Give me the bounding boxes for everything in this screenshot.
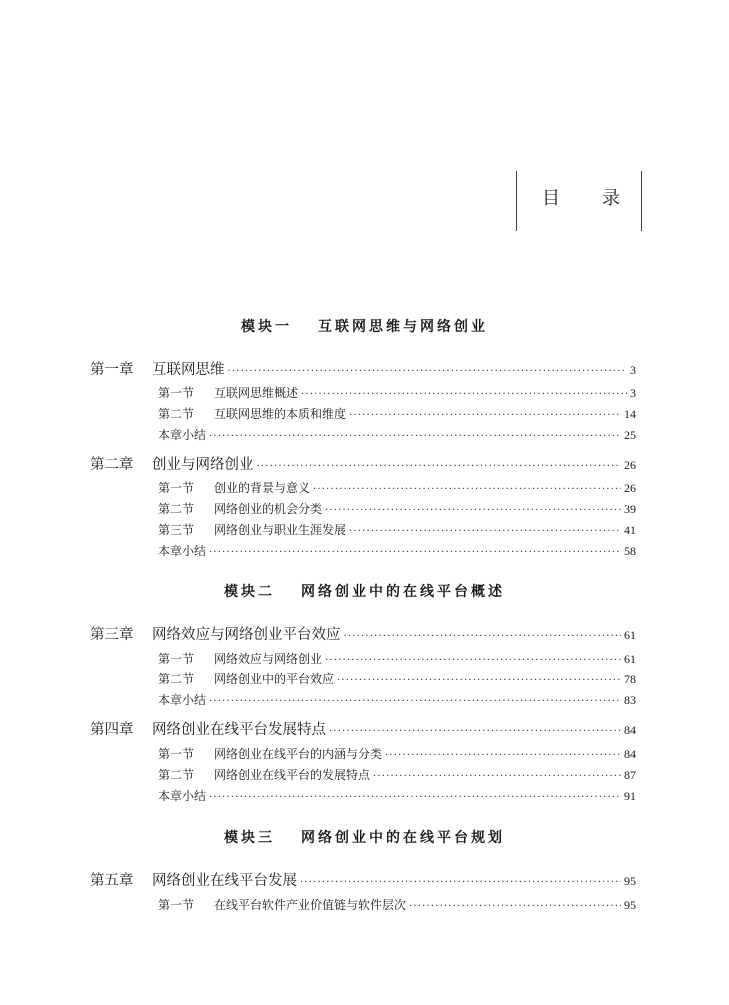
page-number: 58 <box>624 544 636 558</box>
toc-chapter-row[interactable] <box>90 453 636 474</box>
section-title: 在线平台软件产业价值链与软件层次 <box>214 898 407 912</box>
toc-summary-row[interactable] <box>158 787 636 804</box>
chapter-number: 第二章 <box>90 457 134 473</box>
dot-leader <box>228 366 628 377</box>
chapter-title: 网络创业在线平台发展特点 <box>152 722 326 738</box>
dot-leader <box>337 675 621 686</box>
chapter-title: 网络效应与网络创业平台效应 <box>152 627 341 643</box>
chapter-number: 第四章 <box>90 722 134 738</box>
section-title: 本章小结 <box>158 789 207 803</box>
module-heading <box>0 316 729 336</box>
page-number: 3 <box>630 363 636 377</box>
chapter-number: 第三章 <box>90 627 134 643</box>
dot-leader <box>373 771 621 782</box>
toc-section-row[interactable] <box>158 384 636 401</box>
chapter-title: 网络创业在线平台发展 <box>152 873 297 889</box>
toc-section-row[interactable] <box>158 745 636 762</box>
section-title: 创业的背景与意义 <box>214 481 311 495</box>
page-number: 95 <box>624 874 636 888</box>
dot-leader <box>209 792 621 803</box>
section-number: 第一节 <box>158 898 195 912</box>
toc-section-row[interactable] <box>158 766 636 783</box>
section-number: 第二节 <box>158 502 195 516</box>
module-heading <box>0 581 729 601</box>
dot-leader <box>349 526 621 537</box>
page-number: 83 <box>624 693 636 707</box>
toc-chapter-row[interactable] <box>90 869 636 890</box>
page-number: 84 <box>624 723 636 737</box>
toc-summary-row[interactable] <box>158 542 636 559</box>
page-number: 78 <box>624 672 636 686</box>
dot-leader <box>257 461 622 472</box>
toc-section-row[interactable] <box>158 479 636 496</box>
page-number: 26 <box>624 458 636 472</box>
section-number: 第二节 <box>158 768 195 782</box>
page-number: 14 <box>624 407 636 421</box>
dot-leader <box>409 901 621 912</box>
module-name: 网络创业中的在线平台规划 <box>301 830 505 846</box>
section-number: 第一节 <box>158 747 195 761</box>
page-number: 84 <box>624 747 636 761</box>
toc-heading-right: 录 <box>602 188 621 209</box>
toc-section-row[interactable] <box>158 405 636 422</box>
toc-section-row[interactable] <box>158 521 636 538</box>
section-title: 网络创业在线平台的发展特点 <box>214 768 371 782</box>
section-title: 本章小结 <box>158 693 207 707</box>
toc-summary-row[interactable] <box>158 426 636 443</box>
toc-heading-left: 目 <box>542 188 561 209</box>
dot-leader <box>209 431 621 442</box>
page-number: 87 <box>624 768 636 782</box>
toc-summary-row[interactable] <box>158 691 636 708</box>
dot-leader <box>313 484 621 495</box>
section-number: 第二节 <box>158 672 195 686</box>
toc-section-row[interactable] <box>158 650 636 667</box>
dot-leader <box>329 726 621 737</box>
module-name: 互联网思维与网络创业 <box>318 319 488 335</box>
toc-section-row[interactable] <box>158 500 636 517</box>
section-number: 第二节 <box>158 407 195 421</box>
module-heading <box>0 827 729 847</box>
page-number: 61 <box>624 652 636 666</box>
page-number: 95 <box>624 898 636 912</box>
section-title: 网络效应与网络创业 <box>214 652 323 666</box>
dot-leader <box>344 631 622 642</box>
dot-leader <box>300 877 621 888</box>
page-number: 39 <box>624 502 636 516</box>
chapter-number: 第一章 <box>90 362 134 378</box>
module-name: 网络创业中的在线平台概述 <box>301 584 505 600</box>
toc-chapter-row[interactable] <box>90 718 636 739</box>
dot-leader <box>209 696 621 707</box>
chapter-title: 创业与网络创业 <box>152 457 254 473</box>
toc-section-row[interactable] <box>158 896 636 913</box>
dot-leader <box>325 505 621 516</box>
dot-leader <box>349 410 621 421</box>
dot-leader <box>385 750 621 761</box>
page-number: 3 <box>630 386 636 400</box>
section-title: 本章小结 <box>158 428 207 442</box>
section-title: 网络创业在线平台的内涵与分类 <box>214 747 383 761</box>
section-title: 互联网思维概述 <box>214 386 299 400</box>
section-title: 网络创业的机会分类 <box>214 502 323 516</box>
section-title: 网络创业与职业生涯发展 <box>214 523 347 537</box>
section-number: 第一节 <box>158 386 195 400</box>
page-number: 91 <box>624 789 636 803</box>
toc-section-row[interactable] <box>158 670 636 687</box>
section-title: 互联网思维的本质和维度 <box>214 407 347 421</box>
toc-chapter-row[interactable] <box>90 358 636 379</box>
dot-leader <box>325 655 621 666</box>
page-number: 41 <box>624 523 636 537</box>
toc-heading <box>516 171 642 231</box>
toc-chapter-row[interactable] <box>90 623 636 644</box>
page-number: 26 <box>624 481 636 495</box>
chapter-title: 互联网思维 <box>152 362 225 378</box>
section-number: 第一节 <box>158 481 195 495</box>
module-label: 模块三 <box>224 830 275 846</box>
page-number: 25 <box>624 428 636 442</box>
page-number: 61 <box>624 628 636 642</box>
module-label: 模块二 <box>224 584 275 600</box>
dot-leader <box>301 389 627 400</box>
dot-leader <box>209 547 621 558</box>
section-title: 本章小结 <box>158 544 207 558</box>
section-number: 第三节 <box>158 523 195 537</box>
section-number: 第一节 <box>158 652 195 666</box>
module-label: 模块一 <box>241 319 292 335</box>
section-title: 网络创业中的平台效应 <box>214 672 335 686</box>
chapter-number: 第五章 <box>90 873 134 889</box>
